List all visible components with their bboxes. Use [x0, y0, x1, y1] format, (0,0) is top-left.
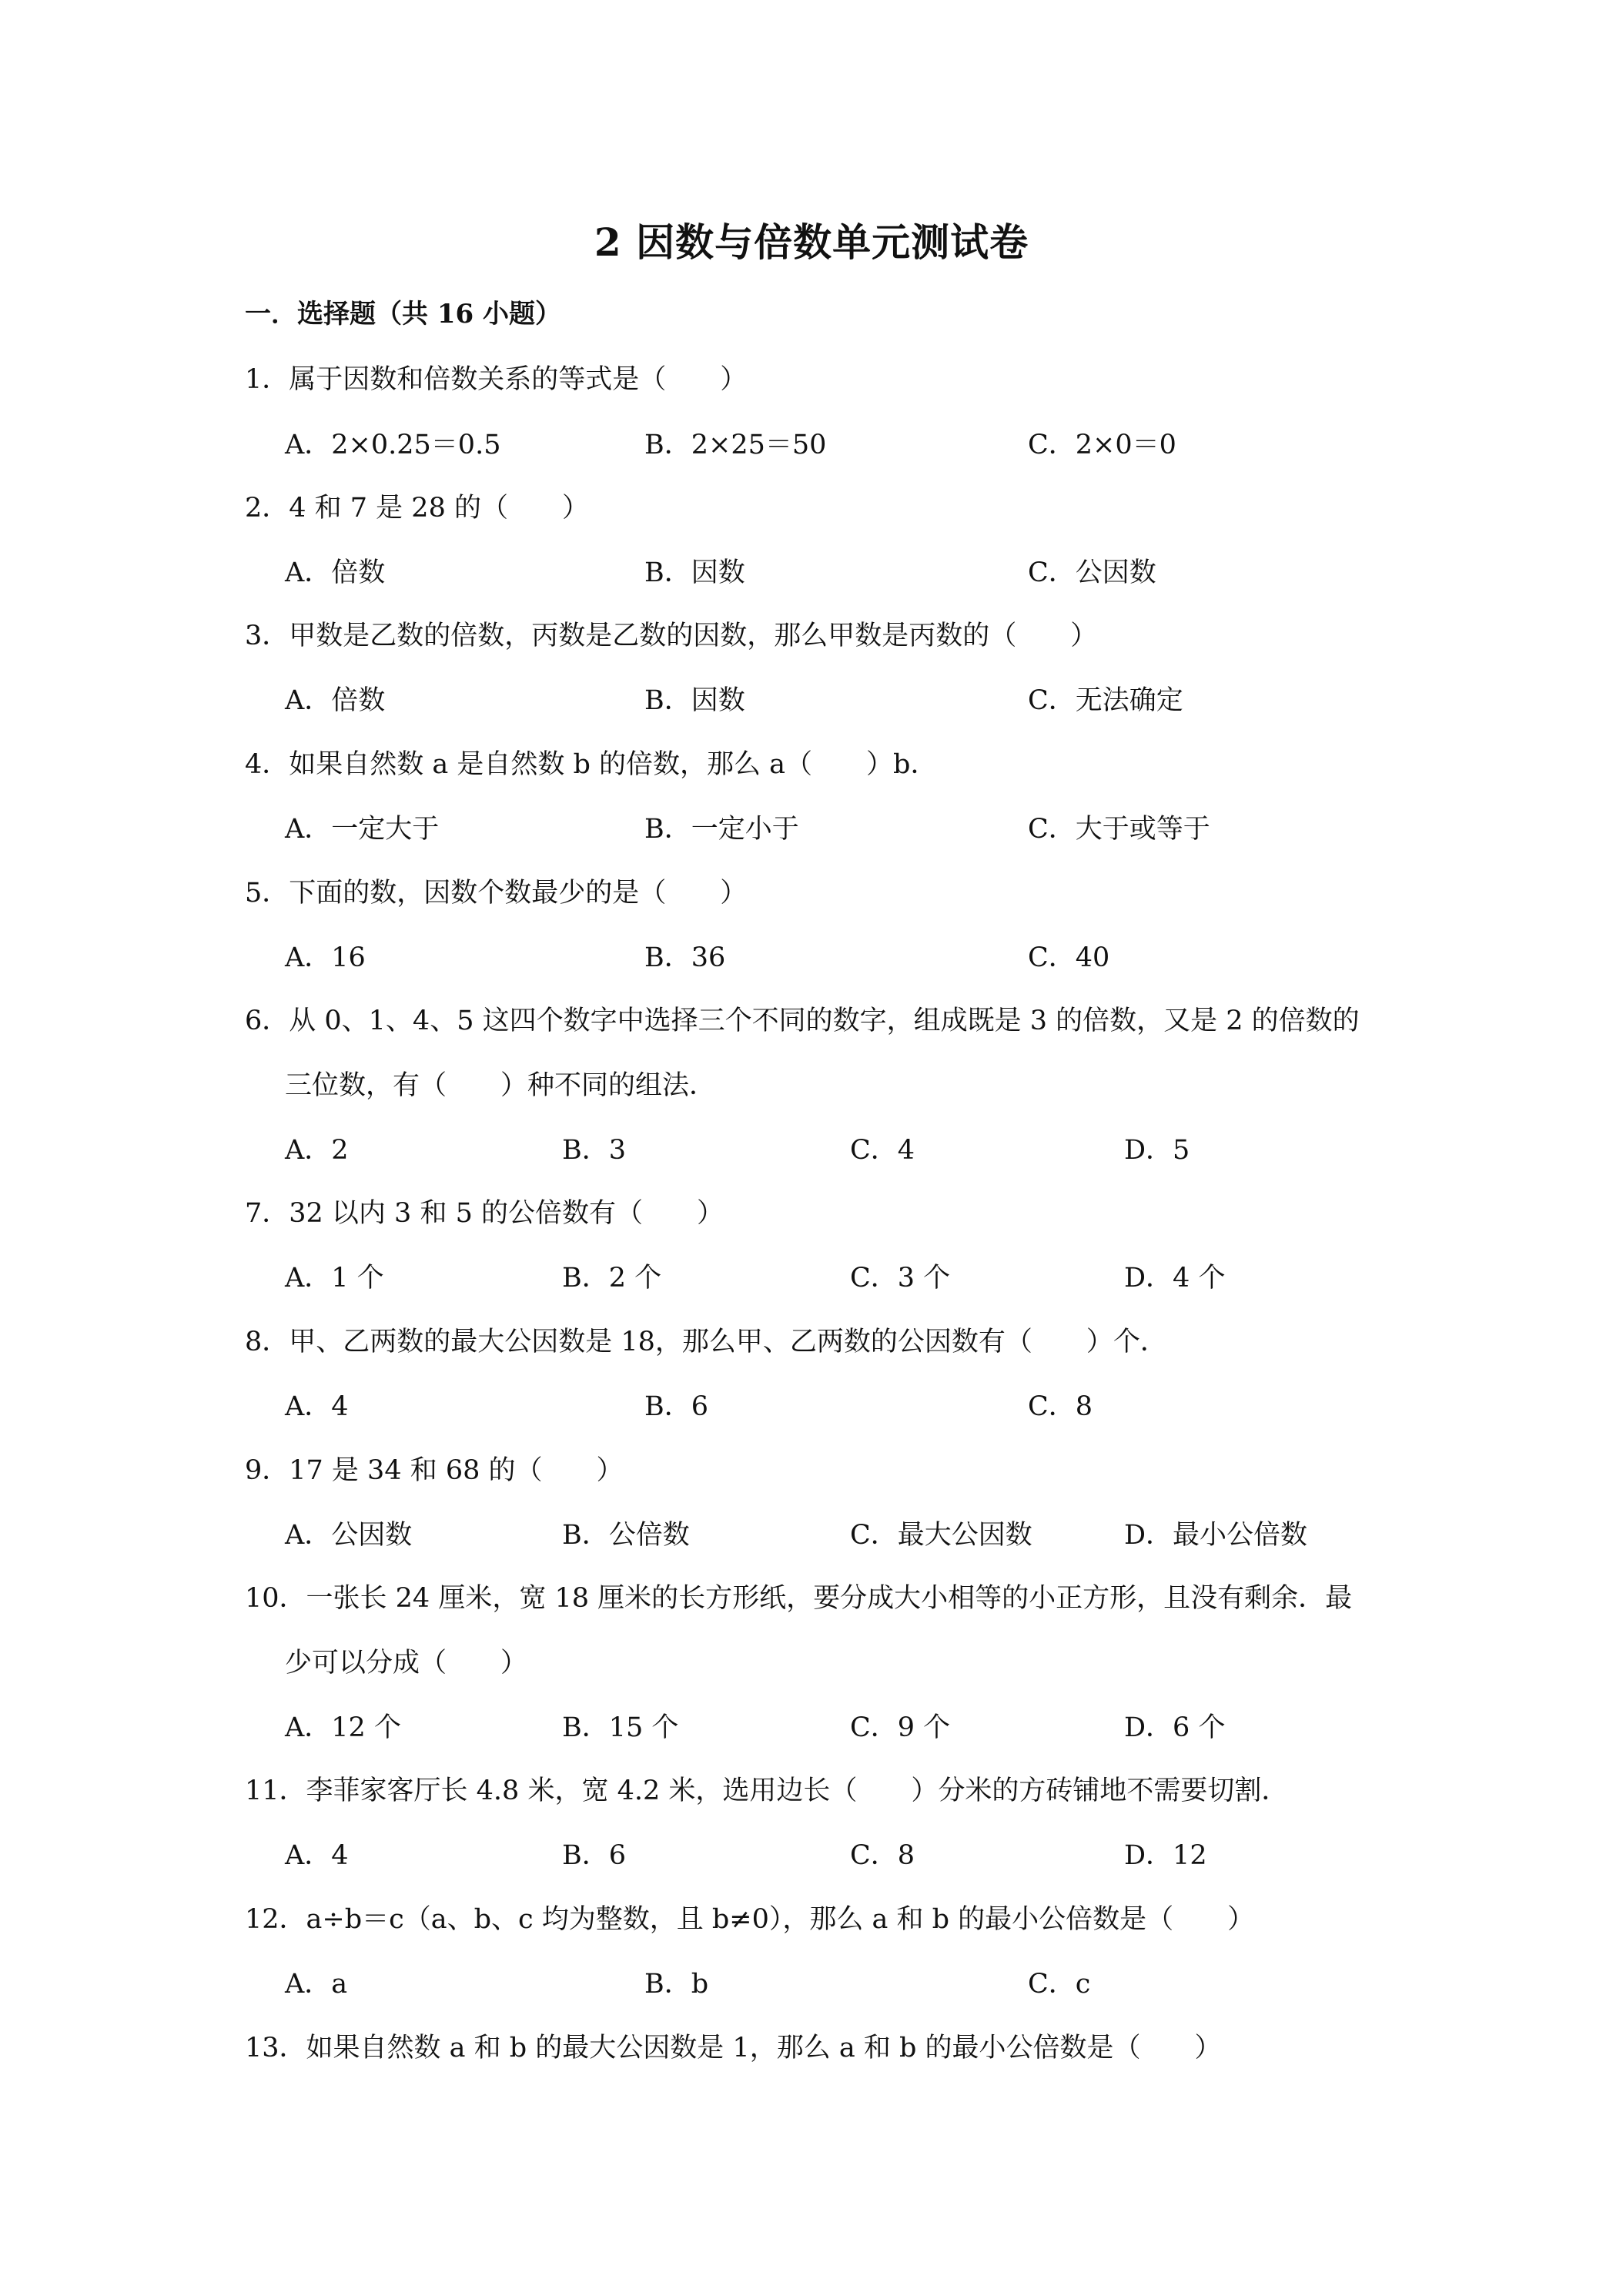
question-11-option-a: A．4	[285, 1840, 349, 1871]
question-5-stem: 5．下面的数，因数个数最少的是（ ）	[245, 878, 748, 909]
question-3-option-b: B．因数	[644, 685, 745, 716]
question-10-option-d: D．6 个	[1124, 1712, 1226, 1743]
question-10-stem-continued: 少可以分成（ ）	[285, 1648, 528, 1678]
question-7-stem: 7．32 以内 3 和 5 的公倍数有（ ）	[245, 1198, 724, 1229]
page-title: 2 因数与倍数单元测试卷	[594, 219, 1029, 265]
question-2-option-c: C．公因数	[1028, 557, 1156, 588]
question-12-option-b: B．b	[644, 1969, 709, 2000]
question-4-option-a: A．一定大于	[285, 814, 440, 845]
question-11-option-d: D．12	[1124, 1840, 1207, 1871]
question-12-stem: 12．a÷b＝c（a、b、c 均为整数，且 b≠0），那么 a 和 b 的最小公倍数是（ ）	[245, 1904, 1255, 1935]
question-8-option-a: A．4	[285, 1391, 349, 1422]
question-8-stem: 8．甲、乙两数的最大公因数是 18，那么甲、乙两数的公因数有（ ）个．	[245, 1327, 1167, 1357]
question-13-stem: 13．如果自然数 a 和 b 的最大公因数是 1，那么 a 和 b 的最小公倍数是（ ）	[245, 2033, 1222, 2063]
question-4-option-c: C．大于或等于	[1028, 814, 1210, 845]
question-1-option-a: A．2×0.25＝0.5	[285, 430, 501, 460]
question-12-option-c: C．c	[1028, 1969, 1091, 2000]
question-5-option-a: A．16	[285, 942, 366, 973]
question-10-option-c: C．9 个	[850, 1712, 951, 1743]
question-1-option-c: C．2×0＝0	[1028, 430, 1176, 460]
question-9-option-a: A．公因数	[285, 1520, 413, 1551]
question-11-stem: 11．李菲家客厅长 4.8 米，宽 4.2 米，选用边长（ ）分米的方砖铺地不需要切割．	[245, 1776, 1289, 1806]
question-10-stem: 10．一张长 24 厘米，宽 18 厘米的长方形纸，要分成大小相等的小正方形，且没有剩余．最	[245, 1583, 1353, 1614]
question-6-stem: 6．从 0、1、4、5 这四个数字中选择三个不同的数字，组成既是 3 的倍数，又是 2 的倍数的	[245, 1006, 1360, 1036]
question-10-option-b: B．15 个	[562, 1712, 679, 1743]
question-11-option-b: B．6	[562, 1840, 626, 1871]
question-3-stem: 3．甲数是乙数的倍数，丙数是乙数的因数，那么甲数是丙数的（ ）	[245, 621, 1098, 651]
question-10-option-a: A．12 个	[285, 1712, 401, 1743]
question-1-stem: 1．属于因数和倍数关系的等式是（ ）	[245, 364, 748, 395]
question-6-option-a: A．2	[285, 1135, 349, 1166]
question-5-option-b: B．36	[644, 942, 726, 973]
question-3-option-a: A．倍数	[285, 685, 386, 716]
question-8-option-c: C．8	[1028, 1391, 1093, 1422]
question-4-stem: 4．如果自然数 a 是自然数 b 的倍数，那么 a（ ）b．	[245, 749, 938, 780]
section-heading: 一．选择题（共 16 小题）	[245, 299, 561, 330]
question-7-option-d: D．4 个	[1124, 1263, 1226, 1294]
question-6-stem-continued: 三位数，有（ ）种不同的组法．	[285, 1070, 717, 1101]
question-2-option-b: B．因数	[644, 557, 745, 588]
question-5-option-c: C．40	[1028, 942, 1110, 973]
question-9-option-d: D．最小公倍数	[1124, 1520, 1308, 1551]
question-9-stem: 9．17 是 34 和 68 的（ ）	[245, 1455, 624, 1486]
question-9-option-c: C．最大公因数	[850, 1520, 1032, 1551]
question-1-option-b: B．2×25＝50	[644, 430, 827, 460]
question-2-stem: 2．4 和 7 是 28 的（ ）	[245, 493, 589, 524]
question-11-option-c: C．8	[850, 1840, 915, 1871]
question-7-option-a: A．1 个	[285, 1263, 384, 1294]
question-7-option-b: B．2 个	[562, 1263, 662, 1294]
question-3-option-c: C．无法确定	[1028, 685, 1183, 716]
question-6-option-d: D．5	[1124, 1135, 1190, 1166]
question-4-option-b: B．一定小于	[644, 814, 799, 845]
question-8-option-b: B．6	[644, 1391, 708, 1422]
question-2-option-a: A．倍数	[285, 557, 386, 588]
question-9-option-b: B．公倍数	[562, 1520, 690, 1551]
question-6-option-b: B．3	[562, 1135, 626, 1166]
question-12-option-a: A．a	[285, 1969, 348, 2000]
question-7-option-c: C．3 个	[850, 1263, 951, 1294]
question-6-option-c: C．4	[850, 1135, 915, 1166]
